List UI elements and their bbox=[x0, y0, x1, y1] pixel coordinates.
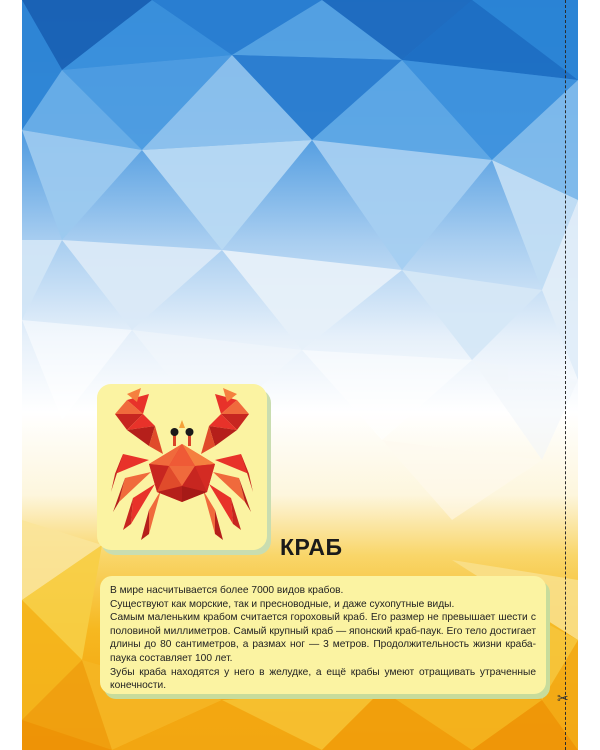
article-text-box bbox=[100, 576, 546, 694]
book-page bbox=[22, 0, 578, 750]
scissors-icon: ✂ bbox=[557, 690, 569, 706]
crab-body bbox=[149, 444, 215, 502]
crab-icon bbox=[97, 384, 267, 550]
right-claw bbox=[201, 388, 249, 454]
left-claw bbox=[115, 388, 163, 454]
paragraph-sizes: Самым маленьким крабом считается гороховый краб. Его размер не превышает шести с половиной миллиметров. Самый крупный краб — японский краб-паук. Его тело достигает длины до 80 сантиметров, а размах ног — 3 метров. Продолжительность жизни краба-паука составляет 100 лет. bbox=[110, 612, 536, 664]
paragraph-teeth-limbs: Зубы краба находятся у него в желудке, а ещё крабы умеют отращивать утраченные конечности. bbox=[110, 666, 536, 692]
article-title: КРАБ bbox=[280, 534, 343, 560]
crab-eyes bbox=[171, 420, 194, 446]
crab-illustration-card bbox=[97, 384, 267, 550]
cut-line bbox=[565, 0, 566, 750]
paragraph-habitats: Существуют как морские, так и пресноводные, и даже сухопутные виды. bbox=[110, 598, 455, 610]
paragraph-species-count: В мире насчитывается более 7000 видов крабов. bbox=[110, 585, 344, 596]
